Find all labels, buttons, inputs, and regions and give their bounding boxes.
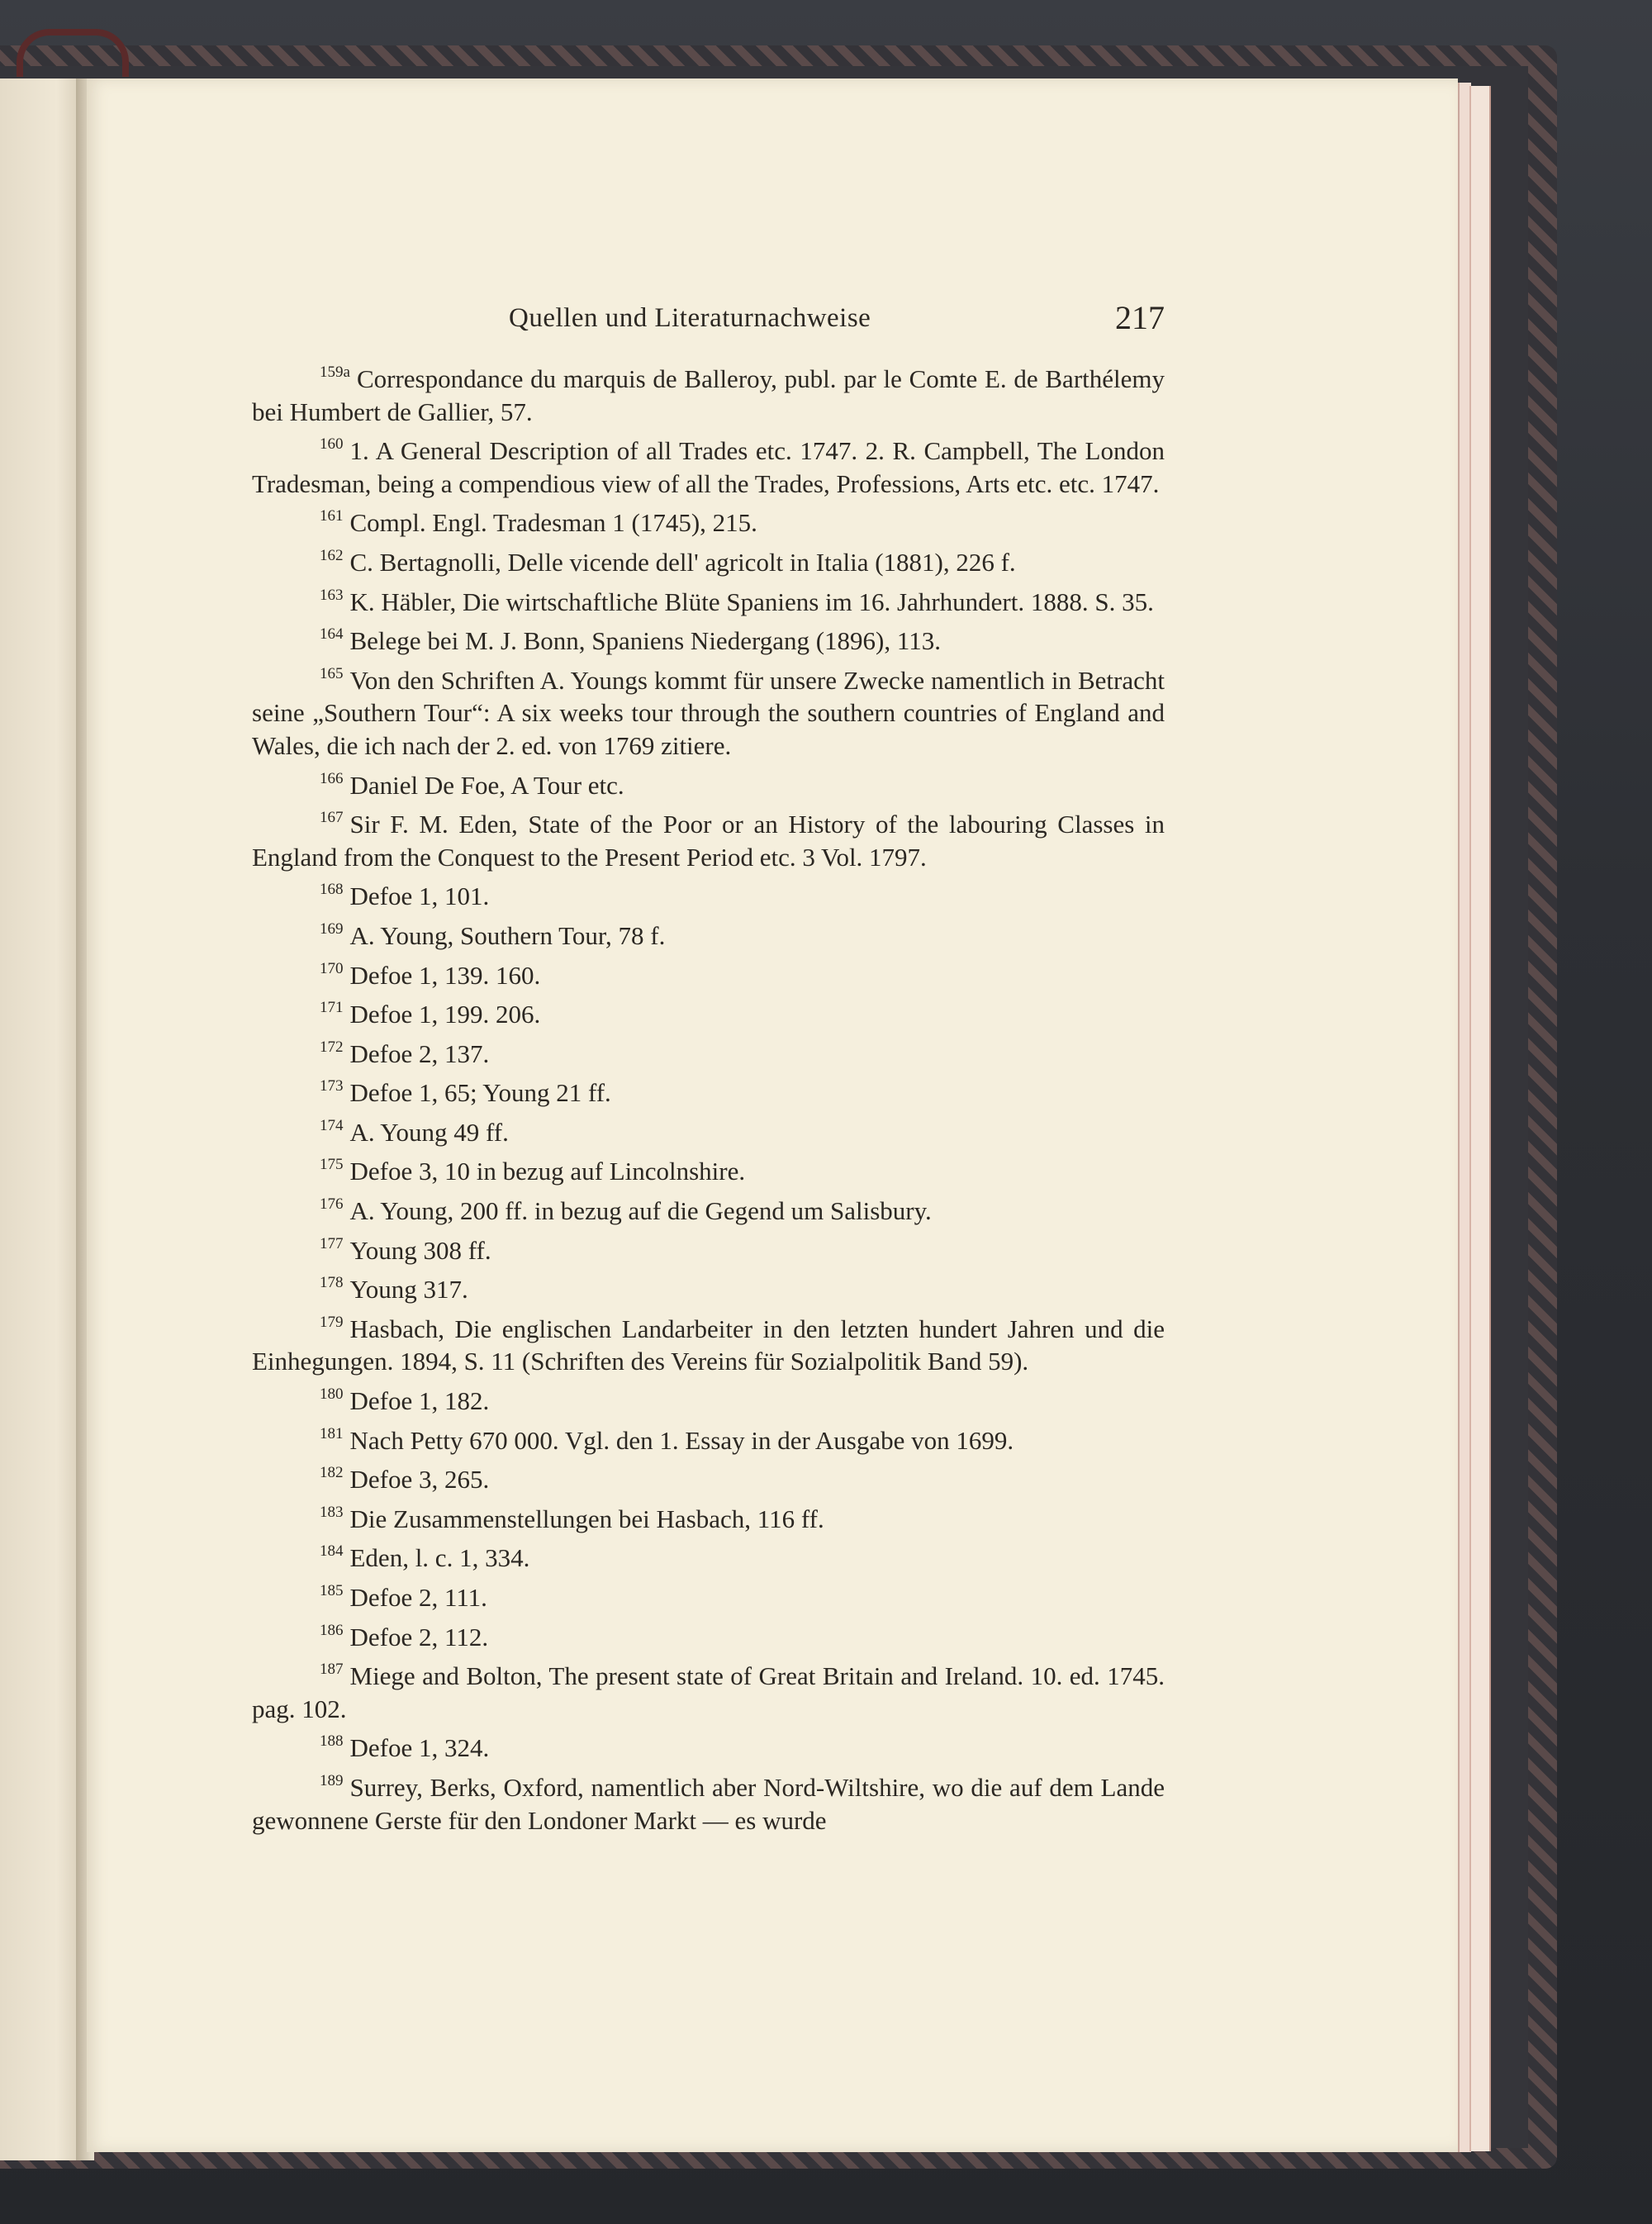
footnote-text: Young 317. <box>349 1275 468 1304</box>
footnote-text: Compl. Engl. Tradesman 1 (1745), 215. <box>349 508 757 538</box>
footnote <box>252 1188 1165 1228</box>
page-text <box>252 285 1165 1837</box>
footnote-number: 178 <box>320 1274 344 1292</box>
footnote-number: 188 <box>320 1732 344 1751</box>
footnote-number: 176 <box>320 1195 344 1214</box>
footnote-text: Defoe 2, 137. <box>349 1038 490 1068</box>
footnote-number: 167 <box>320 809 344 827</box>
page-number: 217 <box>1115 299 1165 336</box>
footnote <box>252 1378 1165 1418</box>
footnote-text: Defoe 2, 111. <box>349 1583 487 1612</box>
footnote-number: 189 <box>320 1771 344 1789</box>
footnote-number: 165 <box>320 664 344 682</box>
footnote-text: 1. A General Description of all Trades etc. 1747. 2. R. Campbell, The London Tradesman, being a compendious view of all the Trades, Professions, Arts etc. etc. 1747. <box>252 436 1165 498</box>
footnote-number: 161 <box>320 507 344 525</box>
footnote <box>252 1266 1165 1306</box>
footnote-text: Defoe 1, 199. 206. <box>349 1000 541 1029</box>
footnote-text: Defoe 1, 139. 160. <box>349 960 541 990</box>
footnote-number: 183 <box>320 1503 344 1521</box>
footnote-text: Nach Petty 670 000. Vgl. den 1. Essay in der Ausgabe von 1699. <box>349 1425 1014 1455</box>
footnote-number: 172 <box>320 1038 344 1056</box>
footnote-number: 174 <box>320 1116 344 1134</box>
footnote-text: Defoe 3, 265. <box>349 1465 490 1495</box>
footnote-text: Defoe 1, 65; Young 21 ff. <box>349 1078 611 1108</box>
footnote-text: A. Young, Southern Tour, 78 f. <box>349 920 666 950</box>
footnote-number: 170 <box>320 959 344 977</box>
footnote <box>252 873 1165 913</box>
footnote-text: Von den Schriften A. Youngs kommt für unsere Zwecke namentlich in Betracht seine „Southern Tour“: A six weeks tour through the southern countries of England and Wales, die ich nach der 2. ed. von 1769 zitiere. <box>252 665 1165 760</box>
footnote-number: 162 <box>320 546 344 564</box>
footnote <box>252 1228 1165 1267</box>
footnote-number: 184 <box>320 1542 344 1561</box>
footnote-number: 180 <box>320 1385 344 1404</box>
footnote-text: Belege bei M. J. Bonn, Spaniens Niedergang (1896), 113. <box>349 626 941 656</box>
footnote-number: 171 <box>320 999 344 1017</box>
footnote-text: Surrey, Berks, Oxford, namentlich aber Nord-Wiltshire, wo die auf dem Lande gewonnene Gerste für den Londoner Markt — es wurde <box>252 1772 1165 1835</box>
footnote-number: 179 <box>320 1313 344 1331</box>
footnote <box>252 658 1165 763</box>
running-head <box>252 285 1165 345</box>
footnote-text: Defoe 1, 101. <box>349 882 490 911</box>
footnote <box>252 1418 1165 1457</box>
footnote <box>252 356 1165 428</box>
footnote-number: 169 <box>320 920 344 938</box>
footnote <box>252 1575 1165 1614</box>
footnote-text: Defoe 1, 182. <box>349 1386 490 1416</box>
footnote <box>252 1614 1165 1654</box>
page-block-edge-outer <box>1469 86 1491 2151</box>
running-title: Quellen und Literaturnachweise <box>509 303 871 333</box>
footnote-text: K. Häbler, Die wirtschaftliche Blüte Spaniens im 16. Jahrhundert. 1888. S. 35. <box>349 587 1154 616</box>
footnote <box>252 763 1165 802</box>
footnote-number: 181 <box>320 1424 344 1442</box>
footnote-text: Defoe 1, 324. <box>349 1733 490 1763</box>
footnote <box>252 991 1165 1031</box>
footnote <box>252 500 1165 539</box>
footnote-number: 160 <box>320 435 344 454</box>
footnote <box>252 1725 1165 1765</box>
footnote-text: Correspondance du marquis de Balleroy, publ. par le Comte E. de Barthélemy bei Humbert de Gallier, 57. <box>252 364 1165 426</box>
footnote-text: Defoe 2, 112. <box>349 1622 489 1651</box>
footnote-text: Miege and Bolton, The present state of Great Britain and Ireland. 10. ed. 1745. pag. 102. <box>252 1661 1165 1723</box>
footnote <box>252 953 1165 992</box>
left-page-edge <box>0 78 81 2160</box>
footnote-number: 173 <box>320 1077 344 1095</box>
footnote-text: Hasbach, Die englischen Landarbeiter in den letzten hundert Jahren und die Einhegungen. 1894, S. 11 (Schriften des Vereins für Sozialpolitik Band 59). <box>252 1314 1165 1376</box>
footnote-number: 166 <box>320 769 344 787</box>
footnote-text: A. Young 49 ff. <box>349 1117 509 1147</box>
footnote-text: Young 308 ff. <box>349 1235 491 1265</box>
footnote-number: 177 <box>320 1234 344 1252</box>
footnote-number: 182 <box>320 1464 344 1482</box>
footnote-number: 185 <box>320 1582 344 1599</box>
footnote-number: 186 <box>320 1621 344 1639</box>
footnote <box>252 579 1165 619</box>
footnote <box>252 1306 1165 1378</box>
footnote-number: 163 <box>320 586 344 604</box>
footnote <box>252 428 1165 500</box>
footnote <box>252 1535 1165 1575</box>
footnote-number: 168 <box>320 881 344 899</box>
footnote <box>252 913 1165 953</box>
footnote <box>252 618 1165 658</box>
footnote <box>252 1496 1165 1536</box>
footnote-text: Daniel De Foe, A Tour etc. <box>349 770 624 800</box>
footnote <box>252 539 1165 579</box>
footnote-number: 159a <box>320 364 350 381</box>
footnote-text: Sir F. M. Eden, State of the Poor or an History of the labouring Classes in England from the Conquest to the Present Period etc. 3 Vol. 1797. <box>252 810 1165 872</box>
footnote <box>252 801 1165 873</box>
footnote <box>252 1031 1165 1071</box>
footnote <box>252 1457 1165 1496</box>
footnote <box>252 1110 1165 1149</box>
footnote <box>252 1765 1165 1837</box>
footnote-text: A. Young, 200 ff. in bezug auf die Gegend um Salisbury. <box>349 1196 932 1226</box>
footnote-number: 164 <box>320 625 344 644</box>
footnote <box>252 1070 1165 1110</box>
footnote-text: C. Bertagnolli, Delle vicende dell' agricolt in Italia (1881), 226 f. <box>349 547 1016 577</box>
footnote-text: Die Zusammenstellungen bei Hasbach, 116 ff. <box>349 1504 824 1533</box>
footnote-number: 175 <box>320 1156 344 1174</box>
footnote <box>252 1148 1165 1188</box>
footnote-text: Eden, l. c. 1, 334. <box>349 1543 530 1573</box>
footnote-list <box>252 356 1165 1837</box>
footnote-text: Defoe 3, 10 in bezug auf Lincolnshire. <box>349 1157 746 1186</box>
bookmark-ribbon <box>17 29 129 77</box>
footnote <box>252 1653 1165 1725</box>
footnote-number: 187 <box>320 1661 344 1679</box>
